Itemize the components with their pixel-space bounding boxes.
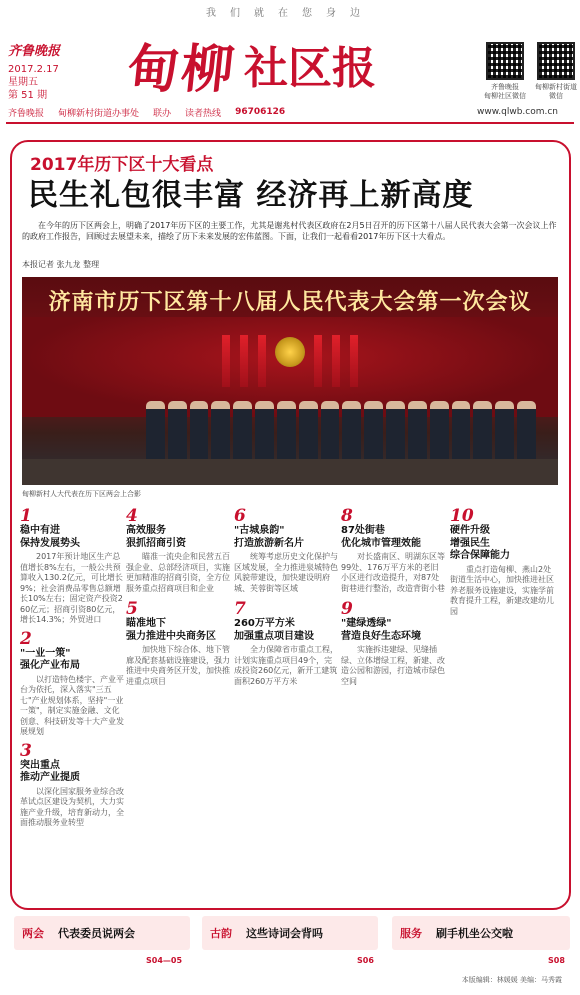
section-title: "古城泉韵" 打造旅游新名片 [234,525,304,549]
national-emblem-icon [275,337,305,367]
article-lede: 在今年的历下区两会上，明确了2017年历下区的主要工作，尤其是谢兆村代表区政府在2月5日召开的历下区第十八届人民代表大会第一次会议上作的政府工作报告，回顾过去展望未来，描绘了历下未来发展的宏伟蓝图。下面，让我们一起看看2017年历下区十大看点。 [22,221,557,241]
delegate [321,401,340,461]
page-ref: S04—05 [146,956,183,965]
delegate [342,401,361,461]
section-number: 1 [20,506,32,526]
qr-code-icon[interactable] [537,42,575,80]
column [126,507,230,687]
issue-date: 2017.2.17 [8,64,59,75]
delegates-group [146,401,536,461]
section-number: 10 [450,506,474,526]
article-byline: 本报记者 张九龙 整理 [22,260,100,269]
delegate [495,401,514,461]
column [234,507,338,687]
newspaper-title [124,28,377,100]
section-body: 统筹考虑历史文化保护与区域发展，全力推进泉城特色风貌带建设，加快建设明府城、芙蓉街等区域 [234,552,338,593]
section-title: 硬件升级 增强民生 综合保障能力 [450,525,510,561]
delegate [233,401,252,461]
teaser-title: 刷手机坐公交啦 [436,927,513,940]
delegate [190,401,209,461]
section-title: 高效服务 狠抓招商引资 [126,525,186,549]
delegate [146,401,165,461]
delegate [473,401,492,461]
title-calligraphy: 甸柳 [124,38,239,100]
delegate [364,401,383,461]
section-body: 实施拆违建绿、见缝插绿、立体增绿工程，新建、改造公园和游园，打造城市绿色空间 [341,645,445,686]
flag-icon [314,335,322,387]
teaser-title: 代表委员说两会 [58,927,135,940]
section-number: 4 [126,506,138,526]
issue-weekday: 星期五 [8,77,38,88]
section-title: 突出重点 推动产业提质 [20,759,80,783]
photo-banner: 济南市历下区第十八届人民代表大会第一次会议 [48,289,532,315]
section-number: 2 [20,628,32,649]
delegate [299,401,318,461]
teaser-guyun[interactable] [202,916,378,950]
section-number: 9 [341,599,353,619]
photo-caption: 甸柳新村人大代表在历下区两会上合影 [22,490,141,498]
page-ref: S08 [548,956,565,965]
delegate [517,401,536,461]
flag-icon [350,335,358,387]
section-body: 以打造特色楼宇、产业平台为依托，深入落实"三五七"产业规划体系，坚持"一业一策"，制定实施金融、文化创意、科技研发等十大产业发展规划 [20,674,124,736]
infobar-partner: 齐鲁晚报 [8,108,45,119]
section-title: 87处街巷 优化城市管理效能 [341,525,421,549]
section-body: 以深化国家服务业综合改革试点区建设为契机，大力实施产业升级，培育新动力，全面推动服务业转型 [20,786,124,827]
teaser-tag: 服务 [400,927,422,940]
teaser-title: 这些诗词会背吗 [246,927,323,940]
delegate [386,401,405,461]
infobar-partner: 甸柳新村街道办事处 [58,108,140,119]
title-main: 社区报 [244,43,377,94]
website-link[interactable]: www.qlwb.com.cn [477,107,558,117]
section-number: 3 [20,740,32,761]
section-number: 8 [341,506,353,526]
info-bar [0,104,580,120]
qr-caption: 齐鲁晚报 甸柳社区微信 [484,83,526,100]
hotline-label: 读者热线 [185,108,222,119]
column [450,507,554,617]
qr-caption: 甸柳新村街道 微信 [535,83,577,100]
flag-icon [222,335,230,387]
column [341,507,445,687]
section-body: 加快地下综合体、地下管廊及配套基础设施建设，强力推进中央商务区开发，加快推进重点项目 [126,645,230,686]
stage-floor [22,459,558,485]
section-title: "一业一策" 强化产业布局 [20,647,80,671]
infobar-joint: 联办 [153,108,172,119]
page-ref: S06 [357,956,374,965]
flag-icon [240,335,248,387]
delegate [211,401,230,461]
section-number: 7 [234,599,246,619]
teaser-fuwu[interactable] [392,916,570,950]
teaser-tag: 两会 [22,927,44,940]
section-title: 瞄准地下 强力推进中央商务区 [126,618,216,642]
delegate [168,401,187,461]
group-photo [22,277,558,485]
teaser-tag: 古韵 [210,927,232,940]
divider [6,122,574,124]
section-body: 重点打造甸柳、燕山2处街道生活中心，加快推进社区养老服务设施建设，实施学前教育提升工程，新建改建幼儿园 [450,564,554,616]
slogan: 我们就在您身边 [206,8,374,19]
flag-icon [258,335,266,387]
delegate [277,401,296,461]
qr-code-icon[interactable] [486,42,524,80]
article-kicker: 2017年历下区十大看点 [30,155,214,175]
paper-logo: 齐鲁晚报 [8,44,61,59]
section-body: 全力保障省市重点工程，计划实施重点项目49个，完成投资260亿元，新开工建筑面积260万平方米 [234,645,338,686]
hotline-number: 96706126 [235,107,286,117]
flag-icon [332,335,340,387]
section-number: 6 [234,506,246,526]
delegate [408,401,427,461]
footer-teasers [14,916,570,968]
section-body: 对长盛南区、明湖东区等99处、176万平方米的老旧小区进行改造提升，对87处街巷进行整治，改造背街小巷 [341,552,445,593]
section-number: 5 [126,599,138,619]
section-title: 260万平方米 加强重点项目建设 [234,618,314,642]
column [20,507,124,829]
delegate [452,401,471,461]
section-title: "建绿透绿" 营造良好生态环境 [341,618,421,642]
article-headline: 民生礼包很丰富 经济再上新高度 [28,178,474,213]
delegate [430,401,449,461]
delegate [255,401,274,461]
section-body: 瞄准一流央企和民营五百强企业、总部经济项目，实施更加精准的招商引资，全方位服务重点招商项目和企业 [126,552,230,593]
issue-number: 第 51 期 [8,90,48,101]
masthead [0,20,580,100]
teaser-lianghui[interactable] [14,916,190,950]
editor-credits: 本版编辑：林媛媛 美编：马秀霞 [461,976,562,984]
date-block [8,63,59,102]
section-title: 稳中有进 保持发展势头 [20,525,80,549]
section-body: 2017年预计地区生产总值增长8%左右，一般公共预算收入130.2亿元，可比增长9%；社会消费品零售总额增长10%左右；固定资产投资260亿元；招商引资80亿元，增长14.3%；外贸进口 [20,552,123,624]
